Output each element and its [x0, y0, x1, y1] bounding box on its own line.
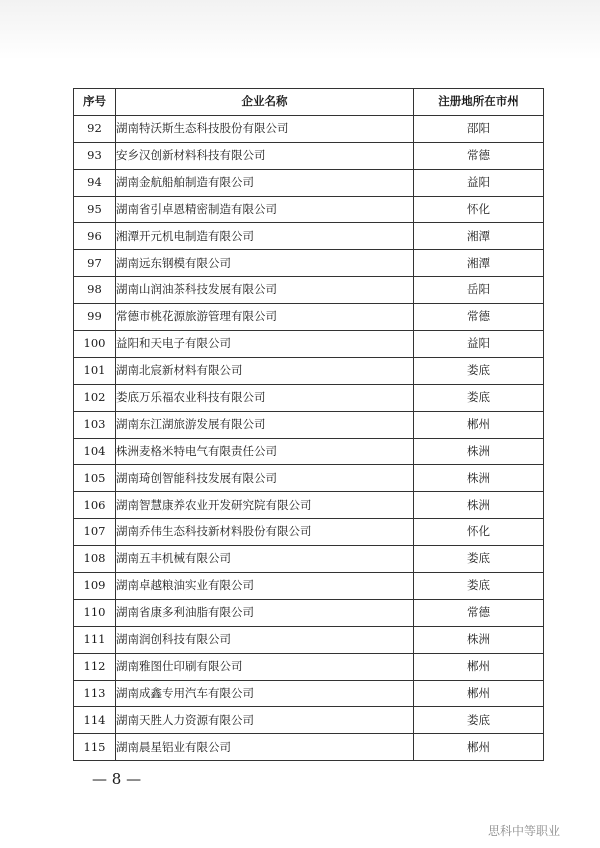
row-city: 郴州 — [414, 734, 544, 761]
row-seq: 111 — [74, 626, 116, 653]
table-row — [74, 169, 544, 196]
row-company-name: 湖南金航船舶制造有限公司 — [116, 169, 414, 196]
table-row — [74, 599, 544, 626]
row-city: 株洲 — [414, 465, 544, 492]
row-city: 邵阳 — [414, 115, 544, 142]
row-company-name: 湖南远东钢模有限公司 — [116, 250, 414, 277]
table-row — [74, 573, 544, 600]
row-city: 株洲 — [414, 492, 544, 519]
row-seq: 94 — [74, 169, 116, 196]
row-seq: 105 — [74, 465, 116, 492]
table-row — [74, 277, 544, 304]
row-company-name: 安乡汉创新材料科技有限公司 — [116, 142, 414, 169]
table-row — [74, 465, 544, 492]
header-name: 企业名称 — [116, 89, 414, 116]
row-company-name: 湖南润创科技有限公司 — [116, 626, 414, 653]
row-seq: 97 — [74, 250, 116, 277]
row-company-name: 湖南智慧康养农业开发研究院有限公司 — [116, 492, 414, 519]
row-city: 怀化 — [414, 196, 544, 223]
row-seq: 113 — [74, 680, 116, 707]
table-row — [74, 115, 544, 142]
row-seq: 110 — [74, 599, 116, 626]
table-row — [74, 438, 544, 465]
row-city: 娄底 — [414, 573, 544, 600]
row-company-name: 湖南东江湖旅游发展有限公司 — [116, 411, 414, 438]
row-city: 常德 — [414, 142, 544, 169]
row-company-name: 湖南省康多利油脂有限公司 — [116, 599, 414, 626]
row-seq: 95 — [74, 196, 116, 223]
row-company-name: 湖南天胜人力资源有限公司 — [116, 707, 414, 734]
table-row — [74, 304, 544, 331]
row-company-name: 株洲麦格米特电气有限责任公司 — [116, 438, 414, 465]
row-seq: 108 — [74, 546, 116, 573]
row-seq: 96 — [74, 223, 116, 250]
row-company-name: 湖南北宸新材料有限公司 — [116, 357, 414, 384]
row-company-name: 湖南卓越粮油实业有限公司 — [116, 573, 414, 600]
row-seq: 106 — [74, 492, 116, 519]
row-seq: 93 — [74, 142, 116, 169]
row-company-name: 湖南特沃斯生态科技股份有限公司 — [116, 115, 414, 142]
row-city: 湘潭 — [414, 223, 544, 250]
table-row — [74, 250, 544, 277]
row-city: 郴州 — [414, 680, 544, 707]
table-row — [74, 707, 544, 734]
row-seq: 100 — [74, 331, 116, 358]
table-row — [74, 411, 544, 438]
row-city: 娄底 — [414, 546, 544, 573]
row-city: 湘潭 — [414, 250, 544, 277]
table-row — [74, 223, 544, 250]
table-row — [74, 492, 544, 519]
row-city: 常德 — [414, 599, 544, 626]
table-row — [74, 653, 544, 680]
watermark-text: 思科中等职业 — [488, 824, 561, 838]
header-seq: 序号 — [74, 89, 116, 116]
page-number: — 8 — — [92, 770, 142, 788]
row-company-name: 湖南乔伟生态科技新材料股份有限公司 — [116, 519, 414, 546]
row-seq: 104 — [74, 438, 116, 465]
row-city: 常德 — [414, 304, 544, 331]
row-company-name: 娄底万乐福农业科技有限公司 — [116, 384, 414, 411]
table-row — [74, 142, 544, 169]
row-seq: 92 — [74, 115, 116, 142]
table-row — [74, 626, 544, 653]
row-seq: 101 — [74, 357, 116, 384]
header-city: 注册地所在市州 — [414, 89, 544, 116]
table-row — [74, 357, 544, 384]
table-row — [74, 519, 544, 546]
table-row — [74, 680, 544, 707]
row-company-name: 湖南琦创智能科技发展有限公司 — [116, 465, 414, 492]
row-seq: 107 — [74, 519, 116, 546]
row-city: 株洲 — [414, 438, 544, 465]
table-row — [74, 384, 544, 411]
row-company-name: 湖南省引卓恩精密制造有限公司 — [116, 196, 414, 223]
row-company-name: 湖南雅图仕印刷有限公司 — [116, 653, 414, 680]
table-header-row — [74, 89, 544, 116]
row-company-name: 湖南五丰机械有限公司 — [116, 546, 414, 573]
row-city: 株洲 — [414, 626, 544, 653]
row-city: 郴州 — [414, 653, 544, 680]
row-city: 郴州 — [414, 411, 544, 438]
row-city: 娄底 — [414, 384, 544, 411]
row-seq: 109 — [74, 573, 116, 600]
row-company-name: 湖南晨星铝业有限公司 — [116, 734, 414, 761]
row-seq: 99 — [74, 304, 116, 331]
table-row — [74, 331, 544, 358]
row-city: 怀化 — [414, 519, 544, 546]
row-seq: 98 — [74, 277, 116, 304]
row-seq: 112 — [74, 653, 116, 680]
row-city: 益阳 — [414, 331, 544, 358]
row-seq: 103 — [74, 411, 116, 438]
row-city: 岳阳 — [414, 277, 544, 304]
table-row — [74, 734, 544, 761]
row-city: 娄底 — [414, 707, 544, 734]
row-city: 益阳 — [414, 169, 544, 196]
row-seq: 115 — [74, 734, 116, 761]
table-row — [74, 546, 544, 573]
row-company-name: 湖南山润油茶科技发展有限公司 — [116, 277, 414, 304]
enterprise-table — [73, 88, 544, 761]
row-company-name: 益阳和天电子有限公司 — [116, 331, 414, 358]
table-row — [74, 196, 544, 223]
row-company-name: 常德市桃花源旅游管理有限公司 — [116, 304, 414, 331]
row-seq: 114 — [74, 707, 116, 734]
row-seq: 102 — [74, 384, 116, 411]
row-company-name: 湖南成鑫专用汽车有限公司 — [116, 680, 414, 707]
row-city: 娄底 — [414, 357, 544, 384]
row-company-name: 湘潭开元机电制造有限公司 — [116, 223, 414, 250]
